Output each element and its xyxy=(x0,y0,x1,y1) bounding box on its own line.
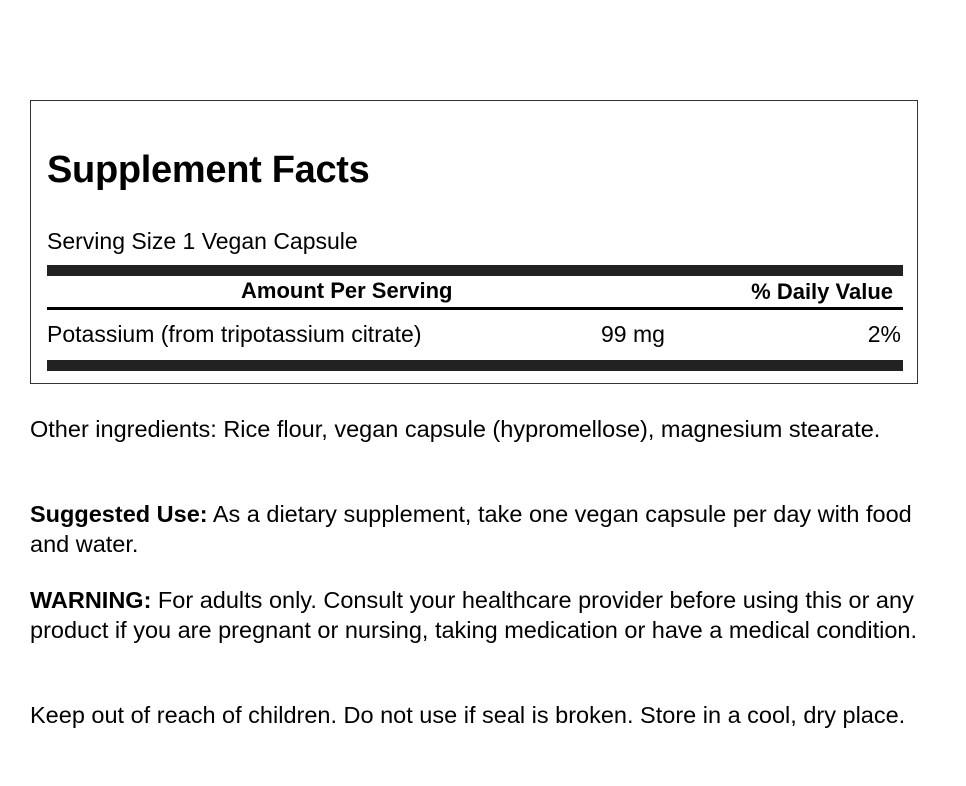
nutrient-amount: 99 mg xyxy=(601,321,665,347)
nutrient-name: Potassium (from tripotassium citrate) xyxy=(47,321,422,347)
suggested-use xyxy=(30,499,930,559)
facts-title: Supplement Facts xyxy=(47,149,370,191)
header-divider xyxy=(47,307,903,310)
warning xyxy=(30,585,930,645)
serving-size: Serving Size 1 Vegan Capsule xyxy=(47,228,358,254)
nutrient-daily-value: 2% xyxy=(867,321,901,347)
thick-divider-bottom xyxy=(47,360,903,371)
suggested-use-text: As a dietary supplement, take one vegan capsule per day with food and water. xyxy=(30,501,912,557)
thick-divider-top xyxy=(47,265,903,276)
daily-value-header: % Daily Value xyxy=(751,279,893,304)
suggested-use-label: Suggested Use: xyxy=(30,501,208,527)
other-ingredients: Other ingredients: Rice flour, vegan capsule (hypromellose), magnesium stearate. xyxy=(30,416,881,442)
warning-label: WARNING: xyxy=(30,587,152,613)
amount-per-serving-header: Amount Per Serving xyxy=(241,278,453,303)
supplement-facts-panel xyxy=(30,100,918,384)
warning-text: For adults only. Consult your healthcare provider before using this or any product if you are pregnant or nursing, taking medication or have a medical condition. xyxy=(30,587,917,643)
storage-instructions: Keep out of reach of children. Do not use if seal is broken. Store in a cool, dry place. xyxy=(30,702,906,728)
